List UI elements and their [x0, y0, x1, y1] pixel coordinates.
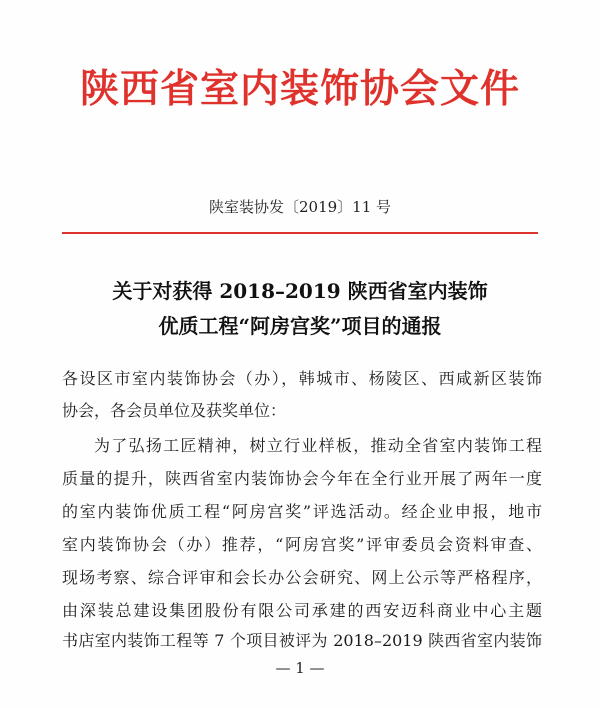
body-line: 书店室内装饰工程等 7 个项目被评为 2018–2019 陕西省室内装饰	[62, 631, 542, 650]
body-line: 现场考察、综合评审和会长办公会研究、网上公示等严格程序，	[62, 568, 542, 587]
body-line: 质量的提升，陕西省室内装饰协会今年在全行业开展了两年一度	[62, 469, 542, 488]
notice-title-line-1: 关于对获得 2018–2019 陕西省室内装饰	[112, 279, 488, 303]
body-line: 协会，各会员单位及获奖单位：	[62, 401, 287, 420]
body-line: 室内装饰协会（办）推荐，“阿房宫奖”评审委员会资料审查、	[62, 535, 542, 554]
body-line: 各设区市室内装饰协会（办），韩城市、杨陵区、西咸新区装饰	[62, 369, 542, 388]
page-number: — 1 —	[275, 659, 325, 677]
body-line: 为了弘扬工匠精神，树立行业样板，推动全省室内装饰工程	[94, 436, 542, 455]
notice-title-line-2: 优质工程“阿房宫奖”项目的通报	[158, 314, 442, 338]
document-number: 陕室装协发〔2019〕11 号	[208, 198, 392, 216]
body-line: 的室内装饰优质工程“阿房宫奖”评选活动。经企业申报，地市	[62, 502, 542, 521]
organization-letterhead-title: 陕西省室内装饰协会文件	[79, 66, 520, 112]
red-divider-line	[62, 232, 538, 234]
body-line: 由深装总建设集团股份有限公司承建的西安迈科商业中心主题	[62, 601, 542, 620]
